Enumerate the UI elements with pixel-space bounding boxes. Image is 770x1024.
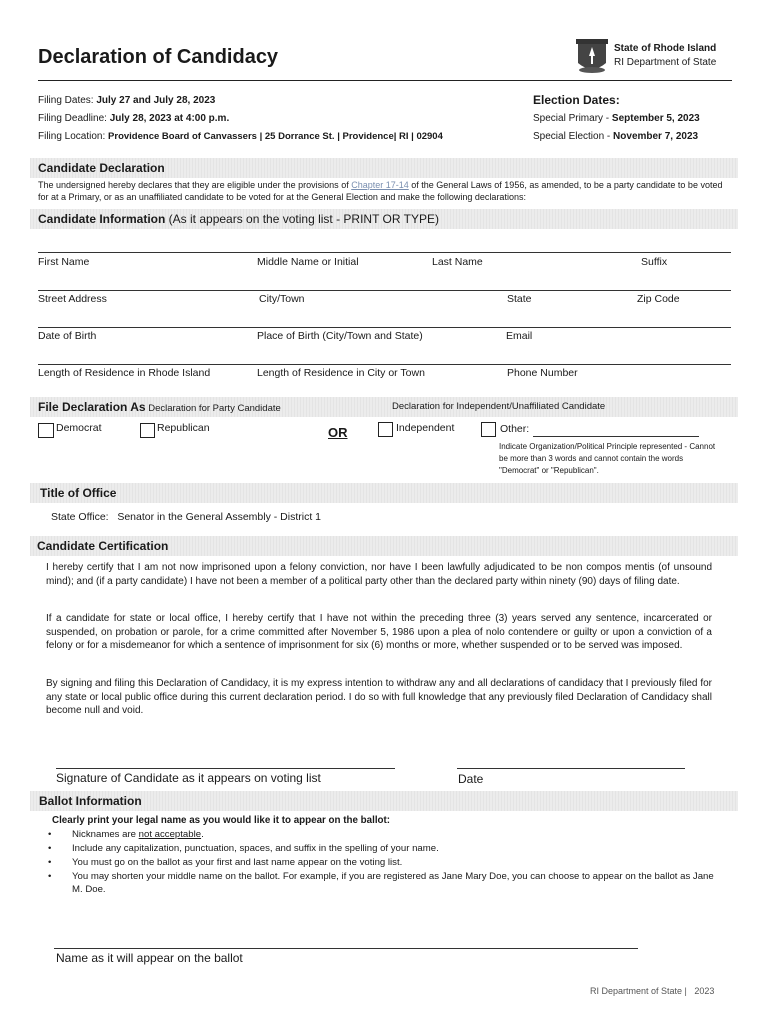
other-label: Other: — [500, 423, 530, 435]
signature-line[interactable] — [56, 768, 395, 769]
title-of-office-heading: Title of Office — [30, 483, 738, 503]
republican-checkbox[interactable] — [140, 423, 155, 438]
bullet-marker: • — [48, 871, 52, 882]
name-field-line[interactable] — [38, 252, 731, 253]
filing-deadline: Filing Deadline: July 28, 2023 at 4:00 p.m. — [38, 113, 230, 124]
chapter-link[interactable]: Chapter 17-14 — [351, 180, 409, 190]
ballot-bullet-3: You must go on the ballot as your first and last name appear on the voting list. — [72, 857, 403, 868]
header-rule — [38, 80, 732, 81]
zip-code-label: Zip Code — [637, 293, 680, 305]
signature-label: Signature of Candidate as it appears on voting list — [56, 771, 321, 785]
residence-field-line[interactable] — [38, 364, 731, 365]
office-value: State Office: Senator in the General Assembly - District 1 — [51, 511, 322, 523]
other-checkbox[interactable] — [481, 422, 496, 437]
other-note: Indicate Organization/Political Principle represented - Cannot be more than 3 words and cannot contain the words "Democrat" or "Republican". — [499, 442, 716, 475]
state-department: RI Department of State — [614, 57, 717, 68]
residence-city-label: Length of Residence in City or Town — [257, 367, 425, 379]
middle-name-label: Middle Name or Initial — [257, 256, 359, 268]
state-seal-icon — [574, 37, 610, 75]
street-address-label: Street Address — [38, 293, 107, 305]
certification-paragraph-2: If a candidate for state or local office, I hereby certify that I have not within the preceding three (3) years served any sentence, incarcerated or suspended, on probation or parole, for a crime committed after November 5, 1986 upon a plea of nolo contendere or guilty or upon a conviction of a felony or for a misdemeanor for which a sentence of imprisonment for six (6) months or more, whether suspended or to be served was imposed. — [46, 613, 712, 651]
phone-number-label: Phone Number — [507, 367, 578, 379]
declaration-text: The undersigned hereby declares that they are eligible under the provisions of Chapter 17-14 of the General Laws of 1956, as amended, to be a party candidate to be voted for at a Primary, or as an unaffiliated candidate to be voted for at the General Election and make the following declarations: — [38, 180, 723, 202]
form-title: Declaration of Candidacy — [38, 46, 279, 68]
candidate-information-heading: Candidate Information (As it appears on the voting list - PRINT OR TYPE) — [30, 209, 738, 229]
state-name: State of Rhode Island — [614, 43, 717, 54]
bullet-marker: • — [48, 843, 52, 854]
footer: RI Department of State | 2023 — [590, 986, 715, 996]
suffix-label: Suffix — [641, 256, 668, 268]
other-input-line[interactable] — [533, 436, 699, 437]
ballot-bullet-2: Include any capitalization, punctuation, spaces, and suffix in the spelling of your name. — [72, 843, 439, 854]
special-election: Special Election - November 7, 2023 — [533, 131, 699, 142]
bullet-marker: • — [48, 857, 52, 868]
ballot-bullet-4: You may shorten your middle name on the ballot. For example, if you are registered as Jane Mary Doe, you can choose to appear on the ballot as Jane M. Doe. — [72, 871, 714, 895]
democrat-label: Democrat — [56, 422, 102, 434]
bullet-marker: • — [48, 829, 52, 840]
address-field-line[interactable] — [38, 290, 731, 291]
or-separator: OR — [328, 425, 348, 440]
residence-state-label: Length of Residence in Rhode Island — [38, 367, 211, 379]
certification-paragraph-1: I hereby certify that I am not now imprisoned upon a felony conviction, nor have I been lawfully adjudicated to be non compos mentis (of unsound mind); and (if a party candidate) I have not been a member of a political party other than the declared party within ninety (90) days of filing date. — [46, 562, 712, 587]
ballot-information-heading: Ballot Information — [30, 791, 738, 811]
independent-declaration-note: Declaration for Independent/Unaffiliated Candidate — [392, 401, 606, 412]
ballot-name-label: Name as it will appear on the ballot — [56, 951, 243, 965]
email-label: Email — [506, 330, 533, 342]
last-name-label: Last Name — [432, 256, 483, 268]
filing-dates: Filing Dates: July 27 and July 28, 2023 — [38, 95, 216, 106]
election-dates-heading: Election Dates: — [533, 93, 620, 107]
ballot-name-line[interactable] — [54, 948, 638, 949]
date-label: Date — [458, 772, 484, 786]
republican-label: Republican — [157, 422, 210, 434]
certification-paragraph-3: By signing and filing this Declaration of Candidacy, it is my express intention to withdraw any and all declarations of candidacy that I previously filed for any state or local public office during this current declaration period. I do so with full knowledge that any previously filed Declaration of Candidacy shall become null and void. — [46, 678, 712, 716]
filing-location: Filing Location: Providence Board of Canvassers | 25 Dorrance St. | Providence| RI | 02904 — [38, 131, 443, 142]
date-of-birth-label: Date of Birth — [38, 330, 97, 342]
ballot-bullet-1: Nicknames are not acceptable. — [72, 829, 204, 840]
democrat-checkbox[interactable] — [38, 423, 54, 438]
independent-label: Independent — [396, 422, 455, 434]
candidate-declaration-heading: Candidate Declaration — [30, 158, 738, 178]
place-of-birth-label: Place of Birth (City/Town and State) — [257, 330, 423, 342]
special-primary: Special Primary - September 5, 2023 — [533, 113, 700, 124]
candidate-certification-heading: Candidate Certification — [30, 536, 738, 556]
state-label: State — [507, 293, 532, 305]
ballot-instruction: Clearly print your legal name as you would like it to appear on the ballot: — [52, 815, 391, 826]
date-line[interactable] — [457, 768, 685, 769]
independent-checkbox[interactable] — [378, 422, 393, 437]
city-label: City/Town — [259, 293, 305, 305]
file-declaration-heading: File Declaration As Declaration for Party Candidate — [30, 397, 738, 417]
birth-field-line[interactable] — [38, 327, 731, 328]
first-name-label: First Name — [38, 256, 90, 268]
